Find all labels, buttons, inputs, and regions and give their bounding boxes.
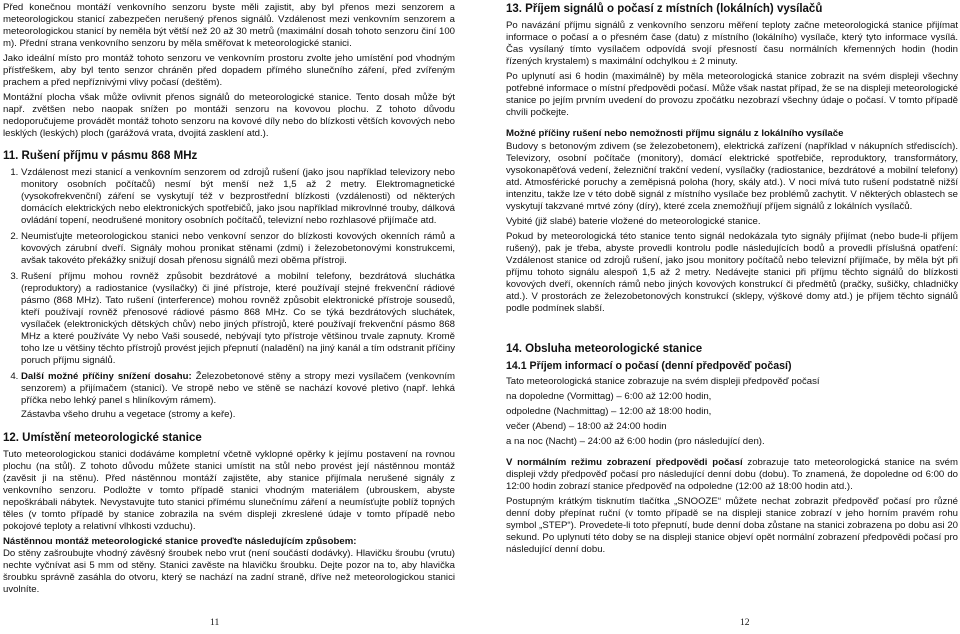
interference-causes-paragraph: Budovy s betonovým zdivem (se železobetonem), elektrická zařízení (například v nákupních střediscích). Televizory, osobní počítače (monitory), domácí elektrické spotřebiče, reproduktory, transformátory, vysokonapěťová vedení, železniční trakční vedení, vysílačky (radiostanice, bezdrátové a mobilní telefony) atd. Atmosférické poruchy a zeměpisná poloha (hory, skály atd.). V noci mívá tuto rušení podstatně nižší intenzitu, takže lze v této době signál z místního vysílače bez problémů zachytit. V některých oblastech se vyskytují takzvané mrtvé zóny (díry), které zcela znemožňují příjem signálů z lokálních vysílačů. <box>506 141 958 212</box>
item-extra: Zástavba všeho druhu a vegetace (stromy a keře). <box>21 409 236 420</box>
wall-mount-paragraph: Do stěny zašroubujte vhodný závěsný šroubek nebo vrut (není součástí dodávky). Hlavičku šroubu (vrutu) nechte vyčnívat asi 5 mm od stěny. Stanici zavěste na hlavičku šroubku. Dejte pozor na to, aby hlavička šroubku správně zasáhla do otvoru, který se nachází na zadní straně, dříve než meteorologickou stanici uvolníte. <box>3 548 455 595</box>
snooze-paragraph: Postupným krátkým tisknutím tlačítka „SNOOZE“ můžete nechat zobrazit předpověď počasí pro různé denní doby přepínat ruční (v tomto případě se na displeji stanice zobrazí v jeho horním pravém rohu symbol „STEP“). Provedete-li toto přepnutí, bude denní doba zůstane na stanici zobrazena po dobu asi 20 sekund. Po uplynutí této doby se na displeji stanice objeví opět normální zobrazení předpovědi počasí pro následující denní dobu. <box>506 496 958 555</box>
reception-paragraph: Po navázání příjmu signálů z venkovního senzoru měření teploty začne meteorologická stanice přijímat informace o počasí a o přesném čase (datu) z místního (lokálního) vysílače, který tyto informace vysílá. Čas vysílaný tímto vysílačem odpovídá svojí přesností času normálních křemenných hodin (hodin řízených krystalem) s maximální odchylkou ± 2 minuty. <box>506 20 958 67</box>
left-page <box>3 2 455 599</box>
interference-causes-heading: Možné příčiny rušení nebo nemožnosti příjmu signálu z lokálního vysílače <box>506 128 844 139</box>
forecast-periods <box>506 376 958 448</box>
intro-paragraph: Montážní plocha však může ovlivnit přenos signálů do meteorologické stanice. Tento dosah může být např. zvětšen nebo naopak snížen po montáži senzoru na kovovou plochu. Z tohoto důvodu nedoporučujeme provádět montáž tohoto senzoru na kovové díly nebo do blízkosti větších kovových nebo lesklých (leských) ploch (garážová vrata, dvojitá zasklení atd.). <box>3 92 455 139</box>
section-14-1-title: 14.1 Příjem informací o počasí (denní předpověď počasí) <box>506 360 792 372</box>
intro-paragraph: Jako ideální místo pro montáž tohoto senzoru ve venkovním prostoru zvolte jeho umístění pod vhodným přístřeškem, aby byl tento senzor chráněn před dopadem přímého slunečního záření, před zvířeným prachem a před nepříznivými vlivy počasí (deštěm). <box>3 53 455 88</box>
list-item: 1. Vzdálenost mezi stanicí a venkovním senzorem od zdrojů rušení (jako jsou například televizory nebo monitory osobních počítačů) nesmí být menší než 1,5 až 2 metry. Elektromagnetické (vysokofrekvenční) záření se vyskytují též v bezprostřední blízkosti (vzdálenosti) od některých domácích elektrických nebo elektronických spotřebičů, jako jsou například mikrovlnné trouby, dálková ovládání topení, neodrušené monitory osobních počítačů, televizní nebo rozhlasové přijímače atd. <box>21 167 455 227</box>
page-number-right: 12 <box>740 617 750 628</box>
normal-mode-paragraph: V normálním režimu zobrazení předpovědi počasí zobrazuje tato meteorologická stanice na svém displeji vždy předpověď počasí pro následující denní dobu (dobu). To znamená, že dopoledne od 6:00 do 12:00 hodin zobrazí stanice předpověď na odpoledne (12:00 až 18:00 hodin atd.). <box>506 457 958 492</box>
right-page <box>506 2 958 559</box>
reception-paragraph: Po uplynutí asi 6 hodin (maximálně) by měla meteorologická stanice zobrazit na svém displeji všechny potřebné informace o místní předpovědi počasí. Může však nastat případ, že se na displeji meteorologické stanice po jejím prvním uvedení do provozu zpočátku nezobrazí všechny údaje o počasí. V tomto případě chvíli počkejte. <box>506 71 958 118</box>
item-label: Další možné příčiny snížení dosahu: <box>21 371 192 382</box>
list-item: 2. Neumisťujte meteorologickou stanici nebo venkovní senzor do blízkosti kovových okenních rámů a kovových zárubní dveří. Signály mohou pronikat stěnami (zdmi) i železobetonovými konstrukcemi, avšak takovéto překážky snižují dosah přenosu signálů mezi oběma přístroji. <box>21 231 455 267</box>
forecast-intro: Tato meteorologická stanice zobrazuje na svém displeji předpověď počasí <box>506 376 820 387</box>
troubleshooting-paragraph: Pokud by meteorologická této stanice tento signál nedokázala tyto signály přijímat (nebo bude-li příjem rušený), pak je třeba, abyste provedli kontrolu podle následujících bodů a provedli příslušná opatření: Vzdálenost stanice od zdrojů rušení, jako jsou monitory počítačů nebo televizní přijímače, by měla být při příjmu tohoto signálu alespoň 1,5 až 2 metry. Nedávejte stanici při příjmu těchto signálů do blízkosti kovových dveří, okenních rámů nebo jiných kovových konstrukcí či předmětů (pračky, sušičky, chladničky atd.). V prostorách ze železobetonových konstrukcí (sklepy, výškové domy atd.) je příjem těchto signálů podle podmínek slabší. <box>506 231 958 314</box>
section-13-title: 13. Příjem signálů o počasí z místních (lokálních) vysílačů <box>506 3 823 15</box>
forecast-period: a na noc (Nacht) – 24:00 až 6:00 hodin (pro následující den). <box>506 436 765 447</box>
forecast-period: večer (Abend) – 18:00 až 24:00 hodin <box>506 421 667 432</box>
page-number-left: 11 <box>210 617 220 628</box>
interference-list <box>3 167 455 421</box>
placement-paragraph: Tuto meteorologickou stanici dodáváme kompletní včetně vyklopné opěrky k jejímu postavení na rovnou plochu (na stůl). Z tohoto důvodu můžete stanici umístit na stůl nebo provést její nástěnnou montáž (zavěsit ji na stěnu). Před nástěnnou montáží zajistěte, aby stanice přijímala nerušené signály z venkovního senzoru. Podložte v tomto případě stanici vhodným materiálem (ubrouskem, abyste nepoškrábali nábytek. Nevystavujte tuto stanici přímému slunečnímu záření a neumísťujte poblíž topných těles (v tomto případě by stanice zobrazila na svém displeji zkreslené údaje v tomto případě nebo pokojové teploty a relativní vlhkosti vzduchu). <box>3 449 455 532</box>
list-item: 3. Rušení příjmu mohou rovněž způsobit bezdrátové a mobilní telefony, bezdrátová sluchátka (reproduktory) a radiostanice (vysílačky) či jiné přístroje, které používají stejné frekvenční rádiové pásmo (868 MHz). Tato rušení (interference) mohou rovněž způsobit elektronické přístroje sousedů, kteří používají rovněž přenosové rádiové pásmo 868 MHz. Co se týká bezdrátových sluchátek, vysílaček (elektronických dětských chův) nebo jiných přístrojů, které používají frekvenční pásmo 868 MHz a které používáte Vy nebo Vaši sousedé, nebývají tyto přístroje většinou trvale zapnuty. Kromě toho lze u většiny těchto přístrojů provést jejich přepnutí (naladění) na jiný kanál a tím odstranit příčiny poruch příjmu signálů. <box>21 271 455 367</box>
section-11-title: 11. Rušení příjmu v pásmu 868 MHz <box>3 150 198 162</box>
section-12-title: 12. Umístění meteorologické stanice <box>3 432 202 444</box>
intro-paragraph: Před konečnou montáží venkovního senzoru byste měli zajistit, aby byl přenos mezi senzorem a meteorologickou stanicí zabezpečen nerušený přenos signálů. Vzdálenost mezi venkovním senzorem a meteorologickou stanicí by neměla být větší než 20 až 30 metrů (maximální dosah tohoto senzoru činí 100 m). Přední strana venkovního senzoru by měla směřovat k meteorologické stanici. <box>3 2 455 49</box>
forecast-period: odpoledne (Nachmittag) – 12:00 až 18:00 hodin, <box>506 406 712 417</box>
section-14-title: 14. Obsluha meteorologické stanice <box>506 343 703 355</box>
list-item: 4. Další možné příčiny snížení dosahu: Železobetonové stěny a stropy mezi vysílačem (venkovním senzorem) a přijímačem (stanicí). Ve stropě nebo ve stěně se nachází kovové pletivo (např. lehká příčka nebo lehký panel s hliníkovým rámem). Zástavba všeho druhu a vegetace (stromy a keře). <box>21 371 455 421</box>
forecast-period: na dopoledne (Vormittag) – 6:00 až 12:00 hodin, <box>506 391 712 402</box>
battery-note: Vybité (již slabé) baterie vložené do meteorologické stanice. <box>506 216 761 227</box>
wall-mount-heading: Nástěnnou montáž meteorologické stanice proveďte následujícím způsobem: <box>3 536 357 547</box>
